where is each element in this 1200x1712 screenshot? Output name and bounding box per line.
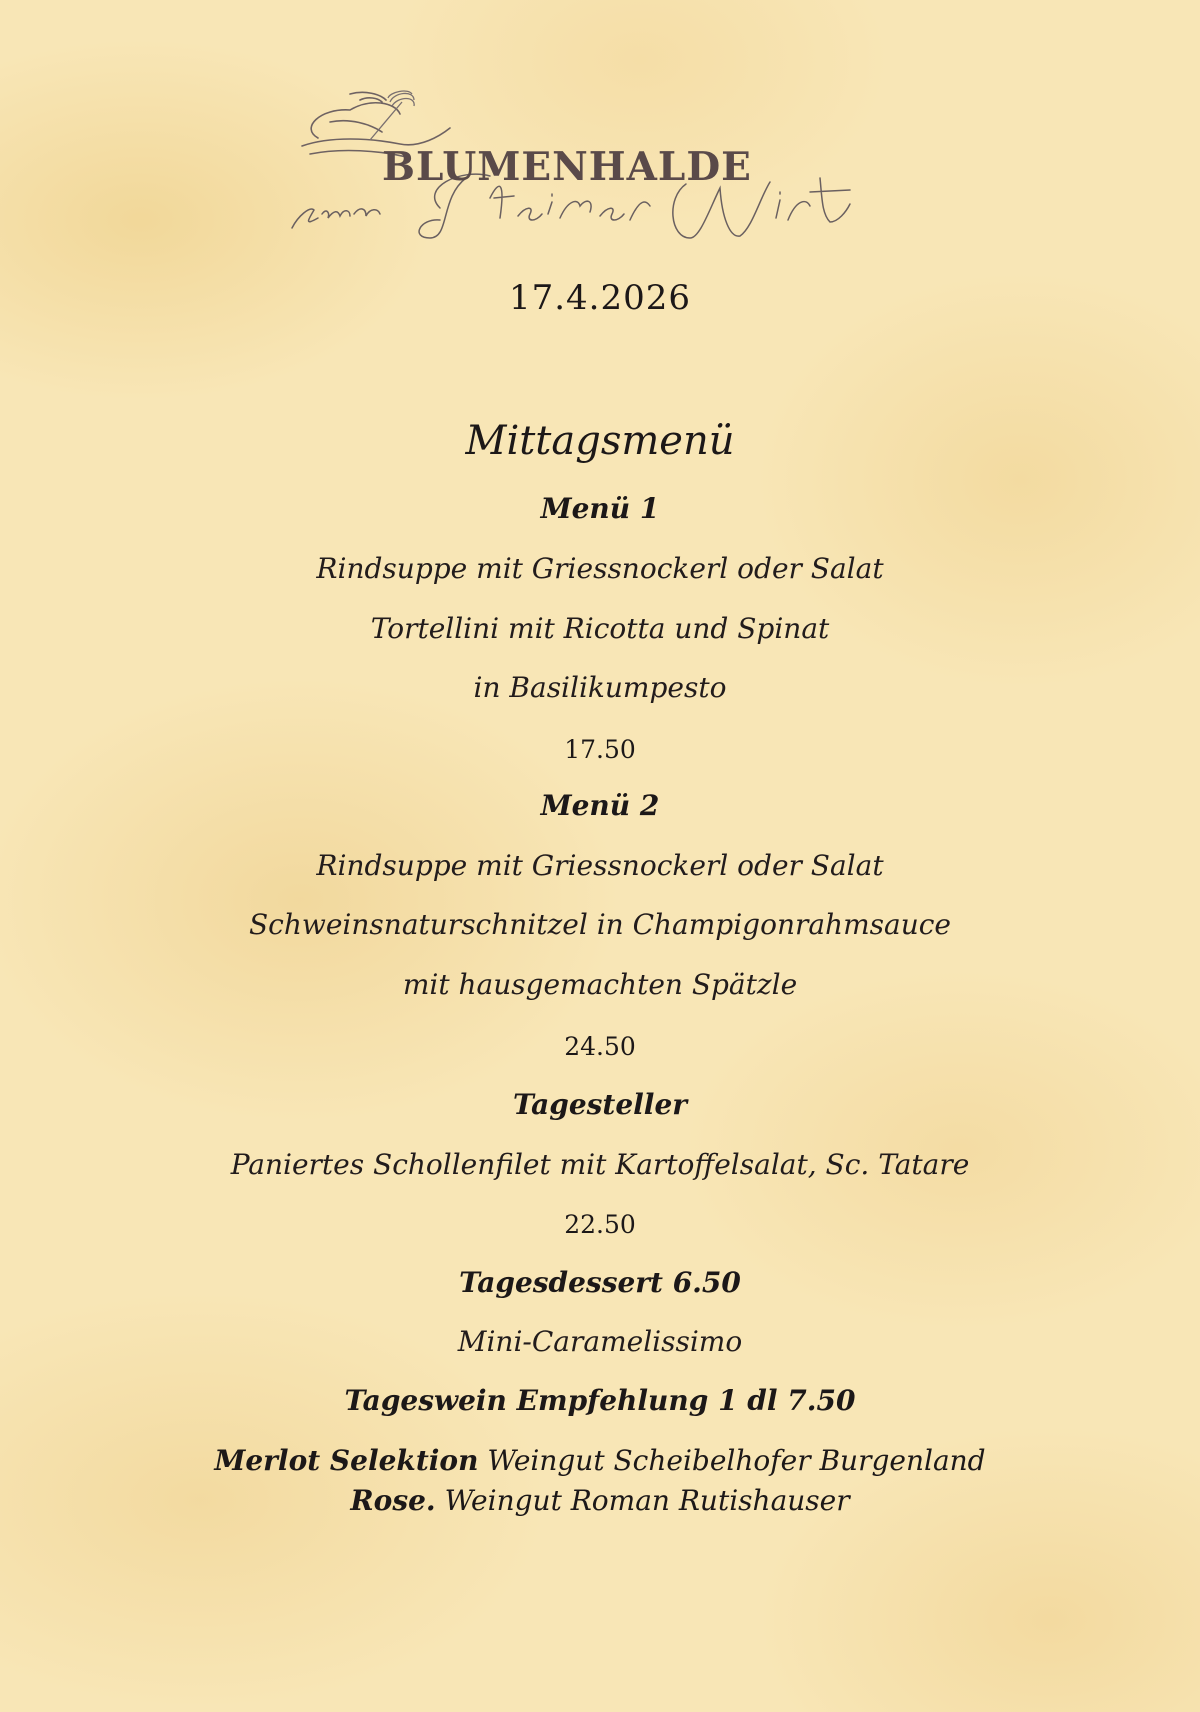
menu1-line-1: Rindsuppe mit Griessnockerl oder Salat: [316, 552, 884, 585]
menu1-line-3: in Basilikumpesto: [473, 671, 727, 704]
wine-rose: [0, 1484, 1200, 1517]
menu2-price: 24.50: [564, 1032, 636, 1061]
wine-rose-name: Rose.: [350, 1484, 436, 1517]
menu2-line-1: Rindsuppe mit Griessnockerl oder Salat: [316, 849, 884, 882]
logo-wordmark: BLUMENHALDE: [382, 144, 752, 190]
menu1-heading: Menü 1: [540, 492, 660, 525]
dessert-heading: Tagesdessert 6.50: [459, 1266, 741, 1299]
menu2-heading: Menü 2: [540, 789, 660, 822]
tagesteller-heading: Tagesteller: [512, 1088, 688, 1121]
dessert-line: Mini-Caramelissimo: [457, 1325, 743, 1358]
wine-heading: Tageswein Empfehlung 1 dl 7.50: [344, 1384, 856, 1417]
page-title: Mittagsmenü: [465, 418, 735, 464]
wine-red-name: Merlot Selektion: [214, 1444, 479, 1477]
wine-rose-producer: Weingut Roman Rutishauser: [444, 1484, 850, 1517]
tagesteller-price: 22.50: [564, 1210, 636, 1239]
restaurant-logo: [290, 88, 910, 263]
wine-red-producer: Weingut Scheibelhofer Burgenland: [487, 1444, 986, 1477]
menu1-line-2: Tortellini mit Ricotta und Spinat: [370, 612, 830, 645]
menu2-line-2: Schweinsnaturschnitzel in Champigonrahmsauce: [249, 908, 951, 941]
menu1-price: 17.50: [564, 735, 636, 764]
tagesteller-line: Paniertes Schollenfilet mit Kartoffelsalat, Sc. Tatare: [230, 1148, 970, 1181]
menu2-line-3: mit hausgemachten Spätzle: [402, 968, 798, 1001]
wine-red: [0, 1444, 1200, 1477]
menu-date: 17.4.2026: [508, 278, 692, 318]
